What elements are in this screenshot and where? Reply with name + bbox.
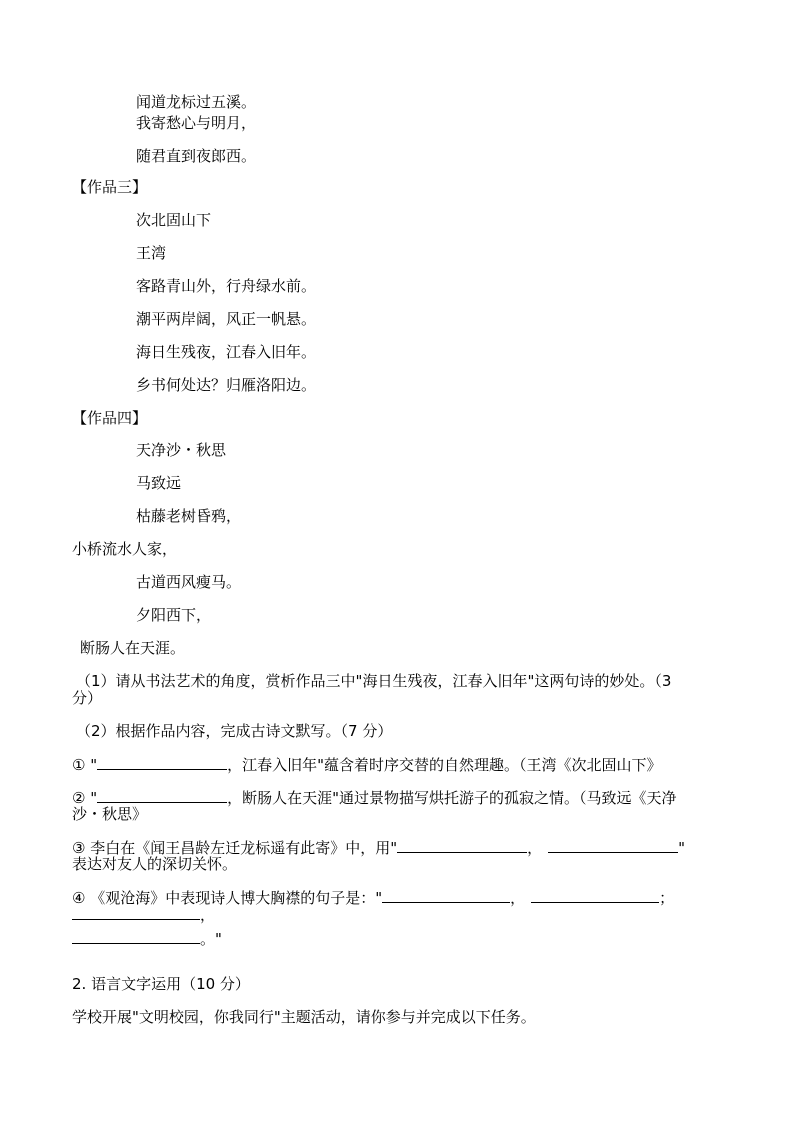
work3-line: 客路青山外，行舟绿水前。	[136, 277, 317, 295]
item-2-blank[interactable]	[97, 788, 227, 803]
item-4-blank-1[interactable]	[382, 888, 510, 903]
item-4-blank-4[interactable]	[72, 929, 200, 944]
work3-author: 王湾	[136, 244, 167, 262]
poem2-line: 随君直到夜郎西。	[136, 147, 257, 165]
item-2-suffix: ，断肠人在天涯"通过景物描写烘托游子的孤寂之情。（马致远《天净	[227, 789, 677, 807]
work4-line: 夕阳西下，	[136, 606, 212, 624]
item-2-prefix: ② "	[72, 789, 98, 807]
question-2: （2）根据作品内容，完成古诗文默写。（7 分）	[76, 722, 393, 740]
item-4-mid: ，	[510, 889, 526, 907]
item-4-line2	[72, 905, 215, 924]
item-3-prefix: ③ 李白在《闻王昌龄左迁龙标遥有此寄》中，用"	[72, 839, 398, 857]
section-2-heading: 2. 语言文字运用（10 分）	[72, 975, 250, 993]
item-4-prefix: ④ 《观沧海》中表现诗人博大胸襟的句子是："	[72, 889, 383, 907]
work4-line: 枯藤老树昏鸦，	[136, 507, 242, 525]
item-4-line2-end: ，	[200, 906, 216, 924]
work4-header: 【作品四】	[72, 409, 148, 427]
item-4-blank-2[interactable]	[531, 888, 659, 903]
question-1-cont: 分）	[72, 689, 103, 707]
poem2-line: 我寄愁心与明月，	[136, 114, 257, 132]
item-2-cont: 沙・秋思》	[72, 805, 148, 823]
item-4-end: ；	[659, 889, 675, 907]
item-3-mid: ，	[527, 839, 543, 857]
poem2-line: 闻道龙标过五溪。	[136, 93, 257, 111]
item-3-blank-2[interactable]	[548, 838, 678, 853]
work4-title: 天净沙・秋思	[136, 441, 227, 459]
item-3-blank-1[interactable]	[397, 838, 527, 853]
question-1: （1）请从书法艺术的角度，赏析作品三中"海日生残夜，江春入旧年"这两句诗的妙处。（3	[76, 672, 672, 690]
item-3-suffix: "	[678, 839, 686, 857]
work4-line: 古道西风瘦马。	[136, 573, 242, 591]
item-2	[72, 788, 677, 807]
work3-header: 【作品三】	[72, 178, 148, 196]
item-1	[72, 755, 662, 774]
work3-line: 乡书何处达？归雁洛阳边。	[136, 376, 317, 394]
item-4-blank-3[interactable]	[72, 905, 200, 920]
work3-line: 潮平两岸阔，风正一帆悬。	[136, 310, 317, 328]
item-4-line3	[72, 929, 222, 948]
work3-title: 次北固山下	[136, 211, 212, 229]
item-1-suffix: ，江春入旧年"蕴含着时序交替的自然理趣。（王湾《次北固山下》	[227, 756, 662, 774]
work4-line: 小桥流水人家，	[72, 540, 178, 558]
item-1-prefix: ① "	[72, 756, 98, 774]
item-4-line3-end: 。"	[200, 930, 222, 948]
work4-line: 断肠人在天涯。	[80, 639, 186, 657]
item-1-blank[interactable]	[97, 755, 227, 770]
item-3-cont: 表达对友人的深切关怀。	[72, 855, 238, 873]
work3-line: 海日生残夜，江春入旧年。	[136, 343, 317, 361]
section-2-intro: 学校开展"文明校园，你我同行"主题活动，请你参与并完成以下任务。	[72, 1008, 536, 1026]
work4-author: 马致远	[136, 474, 182, 492]
